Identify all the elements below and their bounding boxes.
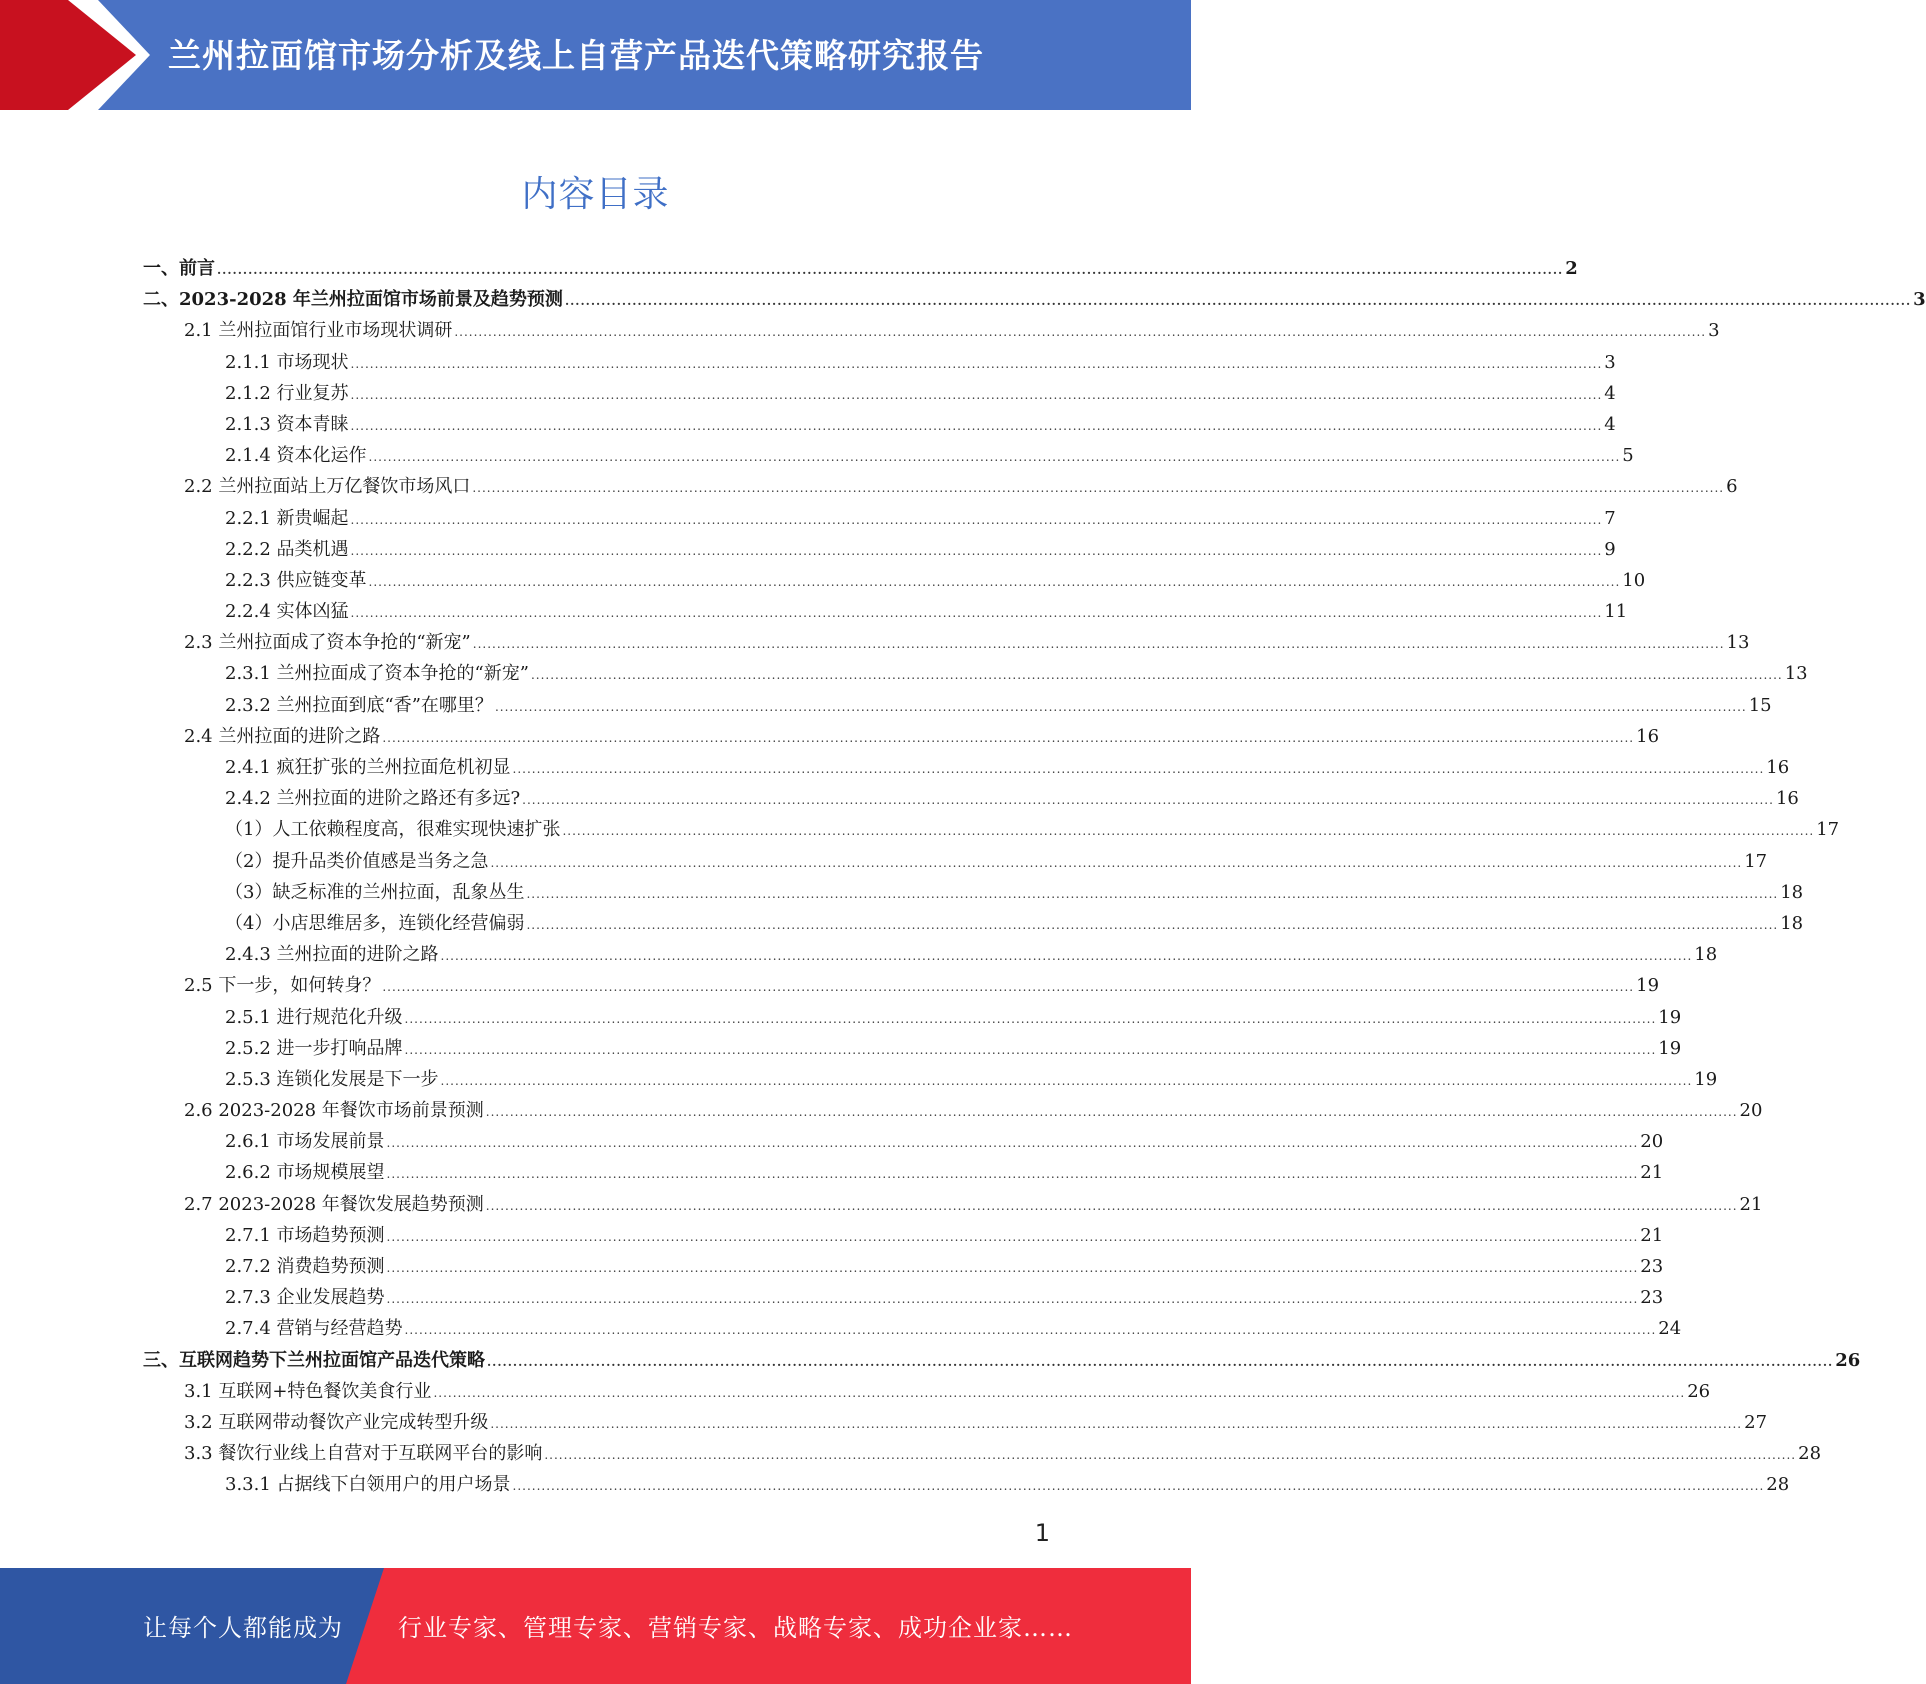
toc-dot-leader: .................................................................................................................................................................................................................................................................... xyxy=(487,1354,1834,1369)
toc-entry-label: （4）小店思维居多，连锁化经营偏弱 xyxy=(225,912,525,934)
toc-dot-leader: .................................................................................................................................................................................................................................................................... xyxy=(382,980,1635,995)
toc-dot-leader: .................................................................................................................................................................................................................................................................... xyxy=(485,1105,1738,1120)
toc-entry-label: （3）缺乏标准的兰州拉面，乱象丛生 xyxy=(225,881,525,903)
toc-entry-page: 18 xyxy=(1780,881,1804,903)
toc-entry[interactable] xyxy=(143,471,1738,502)
toc-dot-leader: .................................................................................................................................................................................................................................................................... xyxy=(350,418,1603,433)
toc-entry-page: 5 xyxy=(1622,445,1634,467)
toc-entry-page: 17 xyxy=(1816,819,1840,841)
toc-entry[interactable] xyxy=(143,1220,1664,1251)
toc-entry-label: 3.2 互联网带动餐饮产业完成转型升级 xyxy=(184,1411,489,1433)
toc-entry[interactable] xyxy=(143,503,1616,534)
toc-entry-page: 18 xyxy=(1780,912,1804,934)
toc-entry-label: 2.7.4 营销与经营趋势 xyxy=(225,1318,403,1340)
toc-entry-label: 2.3.1 兰州拉面成了资本争抢的“新宠” xyxy=(225,663,529,685)
toc-dot-leader: .................................................................................................................................................................................................................................................................... xyxy=(490,1416,1743,1431)
toc-entry-page: 13 xyxy=(1784,663,1808,685)
toc-entry-page: 11 xyxy=(1604,601,1628,623)
toc-entry-label: 2.1.4 资本化运作 xyxy=(225,445,367,467)
toc-entry-page: 20 xyxy=(1640,1131,1664,1153)
toc-entry-page: 16 xyxy=(1766,757,1790,778)
toc-entry-label: 2.5.3 连锁化发展是下一步 xyxy=(225,1068,439,1090)
toc-entry[interactable] xyxy=(143,658,1808,689)
toc-entry-label: 2.3 兰州拉面成了资本争抢的“新宠” xyxy=(184,632,471,654)
toc-entry-page: 26 xyxy=(1687,1380,1711,1402)
toc-entry-label: 2.5.1 进行规范化升级 xyxy=(225,1006,403,1028)
toc-dot-leader: .................................................................................................................................................................................................................................................................... xyxy=(404,1042,1657,1057)
toc-entry[interactable] xyxy=(143,1064,1718,1095)
toc-entry[interactable] xyxy=(143,253,1578,284)
toc-dot-leader: .................................................................................................................................................................................................................................................................... xyxy=(386,1261,1639,1275)
toc-entry-label: 2.7.3 企业发展趋势 xyxy=(225,1287,385,1309)
toc-entry[interactable] xyxy=(143,752,1790,783)
toc-dot-leader: .................................................................................................................................................................................................................................................................... xyxy=(386,1167,1639,1182)
toc-entry[interactable] xyxy=(143,877,1804,908)
toc-entry-page: 3 xyxy=(1913,289,1926,311)
toc-entry-label: 2.5.2 进一步打响品牌 xyxy=(225,1037,403,1059)
toc-entry-label: 三、互联网趋势下兰州拉面馆产品迭代策略 xyxy=(143,1349,485,1371)
toc-dot-leader: .................................................................................................................................................................................................................................................................... xyxy=(382,730,1635,745)
toc-entry-label: 2.1.2 行业复苏 xyxy=(225,382,349,404)
toc-dot-leader: .................................................................................................................................................................................................................................................................... xyxy=(368,574,1621,589)
toc-entry-page: 23 xyxy=(1640,1256,1664,1277)
toc-entry-page: 24 xyxy=(1658,1318,1682,1340)
toc-entry-page: 28 xyxy=(1766,1474,1790,1496)
toc-entry-page: 2 xyxy=(1565,258,1578,279)
toc-entry[interactable] xyxy=(143,315,1720,346)
toc-dot-leader: .................................................................................................................................................................................................................................................................... xyxy=(526,886,1779,901)
toc-entry-page: 28 xyxy=(1798,1443,1822,1465)
toc-entry[interactable] xyxy=(143,1251,1664,1282)
toc-entry-label: 3.3.1 占据线下白领用户的用户场景 xyxy=(225,1474,511,1496)
toc-entry[interactable] xyxy=(143,1002,1682,1033)
toc-entry-label: 2.4 兰州拉面的进阶之路 xyxy=(184,725,381,747)
toc-entry[interactable] xyxy=(143,378,1616,409)
toc-entry-label: 2.2.3 供应链变革 xyxy=(225,569,367,591)
toc-dot-leader: .................................................................................................................................................................................................................................................................... xyxy=(494,699,1747,714)
toc-dot-leader: .................................................................................................................................................................................................................................................................... xyxy=(350,543,1603,558)
toc-entry[interactable] xyxy=(143,1438,1822,1469)
toc-entry-page: 10 xyxy=(1622,569,1646,591)
toc-entry-label: 2.5 下一步，如何转身？ xyxy=(184,975,381,997)
toc-entry-label: 2.1 兰州拉面馆行业市场现状调研 xyxy=(184,320,453,342)
toc-dot-leader: .................................................................................................................................................................................................................................................................... xyxy=(350,387,1603,402)
toc-entry[interactable] xyxy=(143,908,1804,939)
toc-entry-page: 9 xyxy=(1604,538,1616,560)
toc-entry[interactable] xyxy=(143,1033,1682,1064)
toc-entry-label: 2.4.2 兰州拉面的进阶之路还有多远? xyxy=(225,788,521,810)
toc-dot-leader: .................................................................................................................................................................................................................................................................... xyxy=(522,793,1774,808)
toc-entry[interactable] xyxy=(143,565,1646,596)
toc-entry[interactable] xyxy=(143,596,1628,627)
toc-entry-page: 3 xyxy=(1604,351,1616,373)
toc-entry-page: 19 xyxy=(1636,975,1660,997)
toc-dot-leader: .................................................................................................................................................................................................................................................................... xyxy=(350,356,1603,371)
toc-entry-page: 20 xyxy=(1739,1100,1763,1122)
toc-entry-page: 19 xyxy=(1694,1068,1718,1090)
toc-dot-leader: .................................................................................................................................................................................................................................................................... xyxy=(454,325,1707,340)
toc-entry-label: 3.1 互联网+特色餐饮美食行业 xyxy=(184,1380,432,1402)
toc-entry-page: 26 xyxy=(1835,1349,1861,1371)
toc-dot-leader: .................................................................................................................................................................................................................................................................... xyxy=(530,668,1783,683)
toc-dot-leader: .................................................................................................................................................................................................................................................................... xyxy=(368,450,1621,465)
toc-entry-label: 一、前言 xyxy=(143,258,215,279)
toc-dot-leader: .................................................................................................................................................................................................................................................................... xyxy=(564,294,1912,309)
toc-entry-page: 19 xyxy=(1658,1037,1682,1059)
toc-entry[interactable] xyxy=(143,846,1768,877)
footer-slogan: 让每个人都能成为 xyxy=(143,1614,343,1642)
toc-entry-label: 2.4.3 兰州拉面的进阶之路 xyxy=(225,944,439,966)
toc-entry-label: 二、2023-2028 年兰州拉面馆市场前景及趋势预测 xyxy=(143,289,563,311)
toc-dot-leader: .................................................................................................................................................................................................................................................................... xyxy=(472,481,1725,496)
toc-dot-leader: .................................................................................................................................................................................................................................................................... xyxy=(404,1011,1657,1026)
toc-entry[interactable] xyxy=(143,534,1616,565)
footer-roles: 行业专家、管理专家、营销专家、战略专家、成功企业家…… xyxy=(398,1614,1073,1642)
toc-entry-label: 2.6.2 市场规模展望 xyxy=(225,1162,385,1184)
toc-dot-leader: .................................................................................................................................................................................................................................................................... xyxy=(490,855,1743,870)
toc-entry-label: 2.1.3 资本青睐 xyxy=(225,413,349,435)
toc-dot-leader: .................................................................................................................................................................................................................................................................... xyxy=(350,512,1603,527)
toc-entry-page: 16 xyxy=(1775,788,1799,810)
toc-entry-page: 18 xyxy=(1694,944,1718,966)
toc-entry-label: 2.7 2023-2028 年餐饮发展趋势预测 xyxy=(184,1193,484,1215)
toc-entry[interactable] xyxy=(143,1189,1763,1220)
toc-entry-page: 19 xyxy=(1658,1006,1682,1028)
page-number: 1 xyxy=(1034,1519,1050,1547)
toc-entry[interactable] xyxy=(143,1376,1711,1407)
toc-entry[interactable] xyxy=(143,409,1616,440)
toc-dot-leader: .................................................................................................................................................................................................................................................................... xyxy=(404,1323,1657,1338)
toc-entry[interactable] xyxy=(143,721,1660,752)
toc-dot-leader: .................................................................................................................................................................................................................................................................... xyxy=(217,263,1564,277)
toc-entry[interactable] xyxy=(143,1126,1664,1157)
toc-entry-page: 4 xyxy=(1604,413,1616,435)
toc-dot-leader: .................................................................................................................................................................................................................................................................... xyxy=(440,949,1693,964)
toc-entry-label: 2.7.2 消费趋势预测 xyxy=(225,1256,385,1277)
toc-entry[interactable] xyxy=(143,1345,1861,1376)
toc-dot-leader: .................................................................................................................................................................................................................................................................... xyxy=(485,1198,1738,1213)
toc-dot-leader: .................................................................................................................................................................................................................................................................... xyxy=(433,1385,1686,1400)
toc-entry[interactable] xyxy=(143,939,1718,970)
toc-heading: 内容目录 xyxy=(521,174,670,215)
toc-entry-label: 2.2.2 品类机遇 xyxy=(225,538,349,560)
toc-entry[interactable] xyxy=(143,347,1616,378)
toc-entry-label: 2.7.1 市场趋势预测 xyxy=(225,1224,385,1246)
toc-entry-page: 3 xyxy=(1708,320,1720,342)
toc-entry[interactable] xyxy=(143,1469,1790,1500)
page-footer xyxy=(0,1568,1191,1684)
toc-entry[interactable] xyxy=(143,1313,1682,1344)
toc-entry-label: （2）提升品类价值感是当务之急 xyxy=(225,850,489,872)
toc-dot-leader: .................................................................................................................................................................................................................................................................... xyxy=(386,1136,1639,1151)
toc-entry[interactable] xyxy=(143,627,1750,658)
toc-entry-label: 2.2.1 新贵崛起 xyxy=(225,507,349,529)
toc-entry-page: 15 xyxy=(1748,694,1772,716)
toc-entry-page: 21 xyxy=(1739,1193,1763,1215)
toc-dot-leader: .................................................................................................................................................................................................................................................................... xyxy=(544,1448,1797,1463)
toc-dot-leader: .................................................................................................................................................................................................................................................................... xyxy=(526,917,1779,932)
toc-entry-label: 2.6.1 市场发展前景 xyxy=(225,1131,385,1153)
toc-entry-label: 2.1.1 市场现状 xyxy=(225,351,349,373)
table-of-contents xyxy=(143,253,1926,1501)
toc-entry-label: 2.3.2 兰州拉面到底“香”在哪里？ xyxy=(225,694,493,716)
toc-entry[interactable] xyxy=(143,1095,1763,1126)
toc-entry[interactable] xyxy=(143,783,1799,814)
toc-dot-leader: .................................................................................................................................................................................................................................................................... xyxy=(386,1292,1639,1307)
toc-entry[interactable] xyxy=(143,1407,1768,1438)
toc-entry[interactable] xyxy=(143,284,1926,315)
red-arrow-logo xyxy=(0,0,160,110)
toc-dot-leader: .................................................................................................................................................................................................................................................................... xyxy=(350,606,1603,621)
toc-entry-label: 2.6 2023-2028 年餐饮市场前景预测 xyxy=(184,1100,484,1122)
report-title: 兰州拉面馆市场分析及线上自营产品迭代策略研究报告 xyxy=(168,36,984,75)
toc-entry-page: 27 xyxy=(1744,1411,1768,1433)
toc-entry[interactable] xyxy=(143,970,1660,1001)
toc-entry-page: 21 xyxy=(1640,1162,1664,1184)
toc-entry-page: 21 xyxy=(1640,1224,1664,1246)
toc-entry-page: 6 xyxy=(1726,476,1738,498)
toc-dot-leader: .................................................................................................................................................................................................................................................................... xyxy=(512,762,1765,776)
toc-entry-page: 13 xyxy=(1726,632,1750,654)
toc-entry-page: 23 xyxy=(1640,1287,1664,1309)
toc-entry-page: 16 xyxy=(1636,725,1660,747)
toc-entry[interactable] xyxy=(143,1157,1664,1188)
toc-entry-label: 2.2.4 实体凶猛 xyxy=(225,601,349,623)
toc-dot-leader: .................................................................................................................................................................................................................................................................... xyxy=(386,1229,1639,1244)
toc-dot-leader: .................................................................................................................................................................................................................................................................... xyxy=(512,1479,1765,1494)
toc-dot-leader: .................................................................................................................................................................................................................................................................... xyxy=(472,637,1725,652)
toc-entry-label: 3.3 餐饮行业线上自营对于互联网平台的影响 xyxy=(184,1443,543,1465)
toc-dot-leader: .................................................................................................................................................................................................................................................................... xyxy=(562,824,1815,839)
toc-entry[interactable] xyxy=(143,814,1840,845)
toc-entry-page: 4 xyxy=(1604,382,1616,404)
toc-entry-label: 2.2 兰州拉面站上万亿餐饮市场风口 xyxy=(184,476,471,498)
toc-entry-page: 7 xyxy=(1604,507,1616,529)
toc-entry-label: （1）人工依赖程度高，很难实现快速扩张 xyxy=(225,819,561,841)
page-header xyxy=(0,0,1191,110)
toc-entry[interactable] xyxy=(143,440,1634,471)
toc-entry-page: 17 xyxy=(1744,850,1768,872)
toc-dot-leader: .................................................................................................................................................................................................................................................................... xyxy=(440,1073,1693,1088)
toc-entry[interactable] xyxy=(143,690,1772,721)
toc-entry[interactable] xyxy=(143,1282,1664,1313)
toc-entry-label: 2.4.1 疯狂扩张的兰州拉面危机初显 xyxy=(225,757,511,778)
